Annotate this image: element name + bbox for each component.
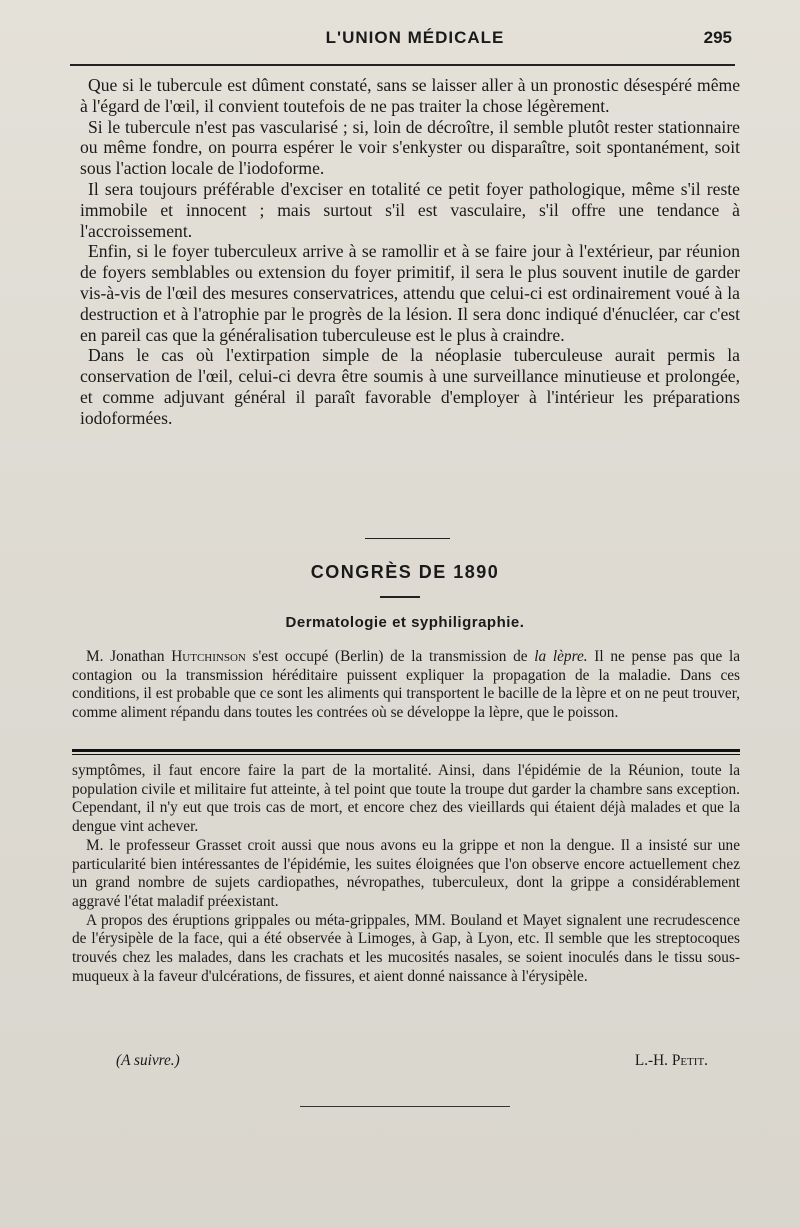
double-rule-separator — [72, 749, 740, 755]
text-span: Il ne pense pas que la contagion ou la transmission héréditaire puissent expliquer la propagation de la maladie. Dans ces conditions, il est probable que ce sont les aliments qui transportent le bacille de la lèpre et on ne peut trouver, comme aliment répandu dans toutes les contrées où se développe la lèpre, que le poisson. — [72, 648, 740, 722]
page-header — [70, 28, 760, 58]
paragraph: Dans le cas où l'extirpation simple de la néoplasie tuberculeuse aurait permis la conservation de l'œil, celui-ci devra être soumis à une surveillance minutieuse et prolongée, et comme adjuvant général il paraît favorable d'employer à l'intérieur les préparations iodoformées. — [80, 345, 740, 428]
section-title: CONGRÈS DE 1890 — [310, 562, 500, 582]
speaker-name: Hutchinson — [171, 648, 246, 665]
page-number: 295 — [703, 28, 732, 47]
thick-rule — [72, 749, 740, 752]
text-span: s'est occupé (Berlin) de la transmission de — [245, 648, 535, 665]
author-signature: L.-H. Petit. — [634, 1052, 708, 1069]
topic-italic: la lèpre. — [534, 648, 588, 665]
title-rule — [380, 596, 420, 598]
paragraph: Si le tubercule n'est pas vascularisé ; si, loin de décroître, il semble plutôt rester stationnaire ou même fondre, on pourra espérer le voir s'enkyster ou disparaître, soit spontanément, soit sous l'action locale de l'iodoforme. — [80, 116, 740, 179]
end-rule — [300, 1106, 510, 1107]
paragraph: M. le professeur Grasset croit aussi que nous avons eu la grippe et non la dengue. Il a insisté sur une particularité bien intéressantes de l'épidémie, les suites éloignées que l'on observe encore actuellement chez un grand nombre de sujets cardiopathes, névropathes, tuberculeux, dont la grippe a considérablement aggravé l'état maladif préexistant. — [72, 836, 740, 910]
grippe-article — [72, 762, 740, 986]
speaker-prefix: M. Jonathan — [86, 648, 172, 665]
paragraph: Enfin, si le foyer tuberculeux arrive à se ramollir et à se faire jour à l'extérieur, par réunion de foyers semblables ou extension du foyer primitif, il sera le plus souvent inutile de garder vis-à-vis de l'œil des mesures conservatrices, attendu que celui-ci est ordinairement voué à la destruction et à l'atrophie par le progrès de la lésion. Il sera donc indiqué d'énucléer, car c'est en pareil cas que la généralisation tuberculeuse est le plus à craindre. — [80, 241, 740, 345]
paragraph: Que si le tubercule est dûment constaté, sans se laisser aller à un pronostic désespéré même à l'égard de l'œil, il convient toutefois de ne pas traiter la chose légèrement. — [80, 75, 740, 116]
section-divider — [365, 538, 450, 539]
paragraph: A propos des éruptions grippales ou méta-grippales, MM. Bouland et Mayet signalent une recrudescence de l'érysipèle de la face, qui a été observée à Limoges, à Gap, à Lyon, etc. Il semble que les streptocoques trouvés chez les malades, dans les crachats et les mucosités nasales, se soient inoculés dans le tissu sous-muqueux à la faveur d'ulcérations, de fissures, et aient donné naissance à l'érysipèle. — [72, 911, 740, 985]
paragraph: symptômes, il faut encore faire la part de la mortalité. Ainsi, dans l'épidémie de la Réunion, toute la population civile et militaire fut atteinte, à tel point que toute la troupe dut garder la chambre sans exception. Cependant, il n'y eut que trois cas de mort, et encore chez des vieillards qui étaient déjà malades et que la dengue vint achever. — [72, 762, 740, 836]
header-rule — [70, 64, 735, 66]
paragraph: Il sera toujours préférable d'exciser en totalité ce petit foyer pathologique, même s'il reste immobile et innocent ; mais surtout s'il est vasculaire, s'il offre une tendance à l'accroissement. — [80, 178, 740, 241]
congress-report — [72, 648, 740, 723]
paragraph — [72, 648, 740, 723]
article-continuation — [80, 75, 740, 429]
running-title: L'UNION MÉDICALE — [325, 28, 505, 47]
subsection-title: Dermatologie et syphiligraphie. — [285, 614, 525, 631]
thin-rule — [72, 754, 740, 755]
to-be-continued: (A suivre.) — [116, 1052, 180, 1069]
